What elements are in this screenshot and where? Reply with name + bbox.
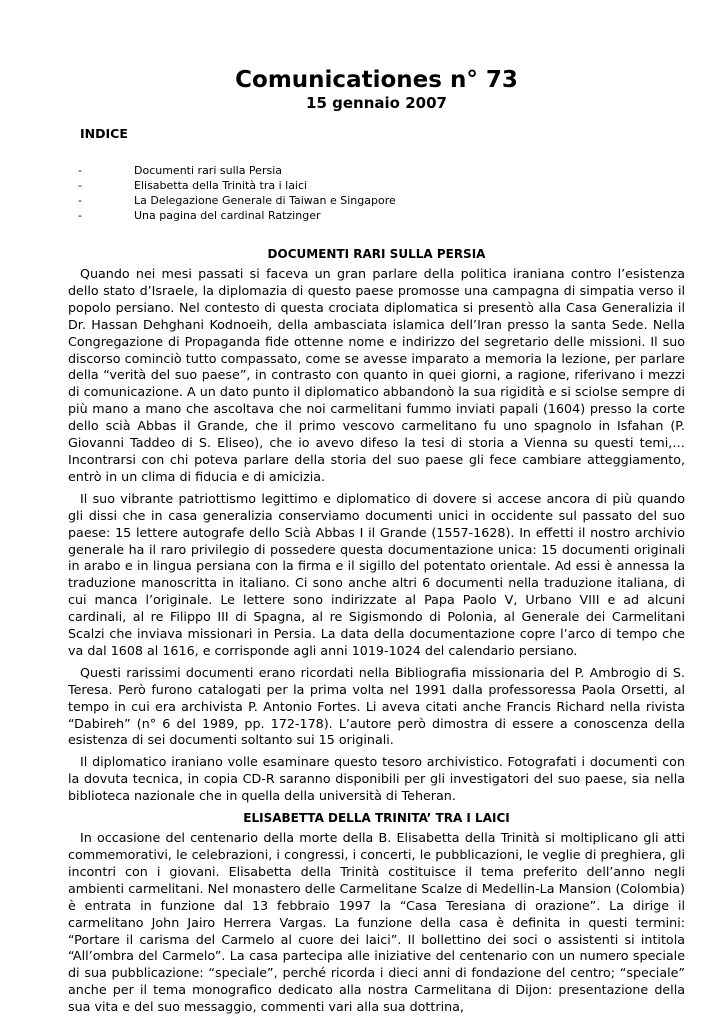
index-dash: -	[78, 209, 82, 222]
paragraph: Questi rarissimi documenti erano ricordati nella Bibliografia missionaria del P. Ambrogio di S. Teresa. Però furono catalogati per la prima volta nel 1991 dalla professoressa Paola Orsetti, al tempo in cui era archivista P. Antonio Fortes. Li aveva citati anche Francis Richard nella rivista “Dabireh” (n° 6 del 1989, pp. 172-178). L’autore però dimostra di essere a conoscenza della esistenza di sei documenti soltanto sui 15 originali.	[68, 664, 685, 748]
paragraph: In occasione del centenario della morte della B. Elisabetta della Trinità si moltiplicano gli atti commemorativi, le celebrazioni, i congressi, i concerti, le pubblicazioni, le veglie di preghiera, gli incontri con i giovani. Elisabetta della Trinità costituisce il tema preferito dell’anno negli ambienti carmelitani. Nel monastero delle Carmelitane Scalze di Medellin-La Mansion (Colombia) è entrata in funzione dal 13 febbraio 1997 la “Casa Teresiana di orazione”. La dirige il carmelitano John Jairo Herrera Vargas. La funzione della casa è definita in questi termini: “Portare il carisma del Carmelo al cuore dei laici”. Il bollettino dei soci o assistenti si intitola “All’ombra del Carmelo”. La casa partecipa alle iniziative del centenario con un numero speciale di sua pubblicazione: “speciale”, perché ricorda i dieci anni di fondazione del centro; “speciale” anche per il tema monografico dedicato alla nostra Carmelitana di Dijon: presentazione della sua vita e del suo messaggio, commenti vari alla sua dottrina,	[68, 830, 685, 1015]
index-item-label: Documenti rari sulla Persia	[134, 164, 282, 177]
paragraph: Il suo vibrante patriottismo legittimo e diplomatico di dovere si accese ancora di più quando gli dissi che in casa generalizia conserviamo documenti unici in occidente sul passato del suo paese: 15 lettere autografe dello Scià Abbas I il Grande (1557-1628). In effetti il nostro archivio generale ha il raro privilegio di possedere questa documentazione unica: 15 documenti originali in arabo e in lingua persiana con la firma e il sigillo del potentato orientale. Ad essi è annessa la traduzione manoscritta in italiano. Ci sono anche altri 6 documenti nella traduzione italiana, di cui manca l’originale. Le lettere sono indirizzate al Papa Paolo V, Urbano VIII e ad alcuni cardinali, al re Filippo III di Spagna, al re Sigismondo di Polonia, al Generale dei Carmelitani Scalzi che inviava missionari in Persia. La data della documentazione copre l’arco di tempo che va dal 1608 al 1616, e corrisponde agli anni 1019-1024 del calendario persiano.	[68, 490, 685, 658]
index-item	[68, 208, 685, 223]
paragraph: Il diplomatico iraniano volle esaminare questo tesoro archivistico. Fotografati i documenti con la dovuta tecnica, in copia CD-R saranno disponibili per gli investigatori del suo paese, sia nella biblioteca nazionale che in quella della università di Teheran.	[68, 754, 685, 804]
index-list	[68, 163, 685, 223]
index-item-label: La Delegazione Generale di Taiwan e Singapore	[134, 194, 396, 207]
paragraph: Quando nei mesi passati si faceva un gran parlare della politica iraniana contro l’esistenza dello stato d’Israele, la diplomazia di questo paese promosse una campagna di simpatia verso il popolo persiano. Nel contesto di questa crociata diplomatica si presentò alla Casa Generalizia il Dr. Hassan Dehghani Kodnoeih, della ambasciata islamica dell’Iran presso la santa Sede. Nella Congregazione di Propaganda fide ottenne nome e indirizzo del segretario delle missioni. Il suo discorso cominciò tutto compassato, come se avesse imparato a memoria la lezione, per parlare della “verità del suo paese”, in contrasto con quanto in quei giorni, a ragione, riferivano i mezzi di comunicazione. A un dato punto il diplomatico abbandonò la sua rigidità e si sciolse sempre di più mano a mano che ascoltava che noi carmelitani fummo inviati papali (1604) presso la corte dello scià Abbas il Grande, che il primo vescovo carmelitano fu uno spagnolo in Isfahan (P. Giovanni Taddeo di S. Eliseo), che io avevo difeso la tesi di storia a Vienna su questi temi,…Incontrarsi con chi poteva parlare della storia del suo paese gli fece cambiare atteggiamento, entrò in un clima di fiducia e di amicizia.	[68, 266, 685, 484]
index-item	[68, 193, 685, 208]
section-documenti-rari	[68, 246, 685, 805]
index-item	[68, 178, 685, 193]
index-item-label: Elisabetta della Trinità tra i laici	[134, 179, 308, 192]
index-dash: -	[78, 179, 82, 192]
index-dash: -	[78, 194, 82, 207]
index-item	[68, 163, 685, 178]
document-page	[68, 66, 685, 1021]
index-item-label: Una pagina del cardinal Ratzinger	[134, 209, 321, 222]
index-dash: -	[78, 164, 82, 177]
index-heading: INDICE	[80, 126, 128, 141]
document-title: Comunicationes n° 73	[235, 67, 518, 93]
section-heading: ELISABETTA DELLA TRINITA’ TRA I LAICI	[243, 811, 510, 826]
document-date: 15 gennaio 2007	[306, 94, 447, 112]
section-heading: DOCUMENTI RARI SULLA PERSIA	[267, 247, 486, 261]
section-elisabetta	[68, 810, 685, 1016]
